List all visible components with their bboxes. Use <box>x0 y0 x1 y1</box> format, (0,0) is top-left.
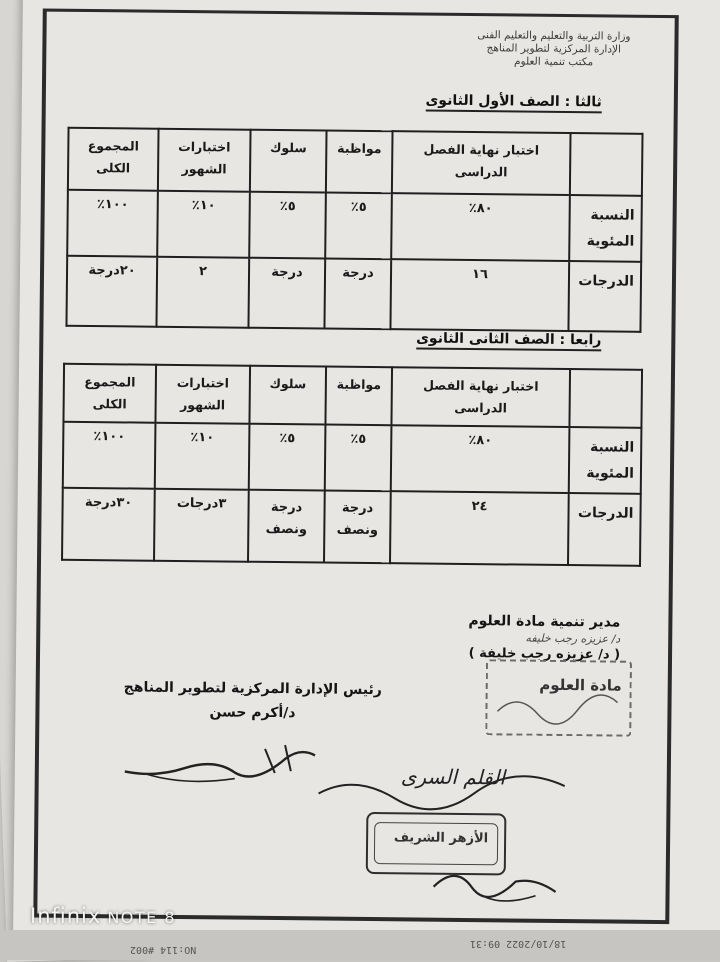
science-director-name: ( د/ عزيزه رجب خليفة ) <box>468 646 621 663</box>
letterhead <box>477 29 631 70</box>
header-cell-final-exam: اختبار نهاية الفصل الدراسى <box>391 367 570 427</box>
photo-bottom-strip <box>0 930 720 960</box>
curriculum-head-title: رئيس الإدارة المركزية لتطوير المناهج <box>123 679 382 699</box>
header-cell-monthly-tests: اختبارات الشهور <box>158 129 251 192</box>
cell-total: ١٠٠٪ <box>63 422 156 489</box>
cell-monthly-tests: ١٠٪ <box>157 191 250 258</box>
science-director-title: مدير تنمية مادة العلوم <box>468 613 621 631</box>
header-cell-total: المجموع الكلى <box>68 128 159 191</box>
header-cell-total: المجموع الكلى <box>63 364 156 423</box>
table-header-row <box>68 128 643 196</box>
cell-monthly-tests: ٢ <box>156 257 249 328</box>
cell-behavior: درجة ونصف <box>248 490 325 563</box>
header-cell-empty <box>569 369 642 428</box>
cell-total: ١٠٠٪ <box>67 190 158 257</box>
cell-monthly-tests: ١٠٪ <box>155 423 250 490</box>
row-label: الدرجات <box>568 261 641 332</box>
cell-attendance: درجة ونصف <box>324 491 391 564</box>
handwritten-initials-icon <box>425 857 566 908</box>
document-page <box>13 0 720 946</box>
science-stamp-text: مادة العلوم <box>539 675 622 695</box>
table-row-percentage <box>63 422 642 494</box>
cell-total: ٣٠درجة <box>62 488 155 561</box>
office-line: مكتب تنمية العلوم <box>514 55 594 69</box>
cell-behavior: درجة <box>248 258 325 329</box>
cell-final-exam: ١٦ <box>390 259 569 331</box>
cell-attendance: ٥٪ <box>325 425 392 492</box>
science-signature-block <box>468 613 620 663</box>
camera-brand: Infinix <box>30 904 102 928</box>
science-stamp <box>485 659 632 737</box>
row-label: النسبة المئوية <box>569 427 642 494</box>
grades-table-first-secondary <box>65 127 643 333</box>
cell-behavior: ٥٪ <box>249 424 326 491</box>
header-cell-behavior: سلوك <box>249 366 326 425</box>
curriculum-signature-block <box>123 679 382 722</box>
ministry-line: وزارة التربية والتعليم والتعليم الفنى <box>477 29 631 43</box>
cell-attendance: درجة <box>324 258 391 329</box>
handwritten-signature-icon <box>115 727 336 789</box>
mirrored-code-text: NO:114 #002 <box>130 944 197 955</box>
cell-monthly-tests: ٣درجات <box>154 489 249 562</box>
cell-final-exam: ٢٤ <box>390 491 569 565</box>
grades-table-second-secondary <box>61 363 643 567</box>
cell-behavior: ٥٪ <box>249 192 326 259</box>
department-line: الإدارة المركزية لتطوير المناهج <box>486 42 622 56</box>
science-handwritten-name: د/ عزيزه رجب خليفه <box>525 631 621 646</box>
camera-watermark <box>30 904 176 928</box>
header-cell-attendance: مواظبة <box>326 131 393 194</box>
cell-total: ٢٠درجة <box>66 256 157 327</box>
table-row-grades <box>66 256 641 332</box>
table-row-grades <box>62 488 641 566</box>
mirrored-date-text: 18/10/2022 09:31 <box>470 938 567 949</box>
row-label: الدرجات <box>568 493 641 566</box>
header-cell-behavior: سلوك <box>250 130 327 193</box>
header-cell-empty <box>570 133 643 196</box>
row-label: النسبة المئوية <box>569 195 642 262</box>
cell-attendance: ٥٪ <box>325 193 392 260</box>
cell-final-exam: ٨٠٪ <box>391 193 570 261</box>
header-cell-final-exam: اختبار نهاية الفصل الدراسى <box>392 131 571 195</box>
table-header-row <box>63 364 642 428</box>
camera-model: NOTE 8 <box>107 908 177 927</box>
cell-final-exam: ٨٠٪ <box>391 425 570 493</box>
curriculum-head-name: د/أكرم حسن <box>209 704 296 722</box>
handwritten-note: القلم السرى <box>400 764 506 790</box>
office-stamp-text: الأزهر الشريف <box>393 830 489 847</box>
section-title-second-secondary: رابعا : الصف الثانى الثانوى <box>416 330 601 351</box>
header-cell-monthly-tests: اختبارات الشهور <box>155 365 250 424</box>
section-title-first-secondary: ثالثا : الصف الأول الثانوى <box>425 93 602 114</box>
table-row-percentage <box>67 190 642 262</box>
stamp-scribble-icon <box>487 661 630 734</box>
header-cell-attendance: مواظبة <box>325 367 392 426</box>
